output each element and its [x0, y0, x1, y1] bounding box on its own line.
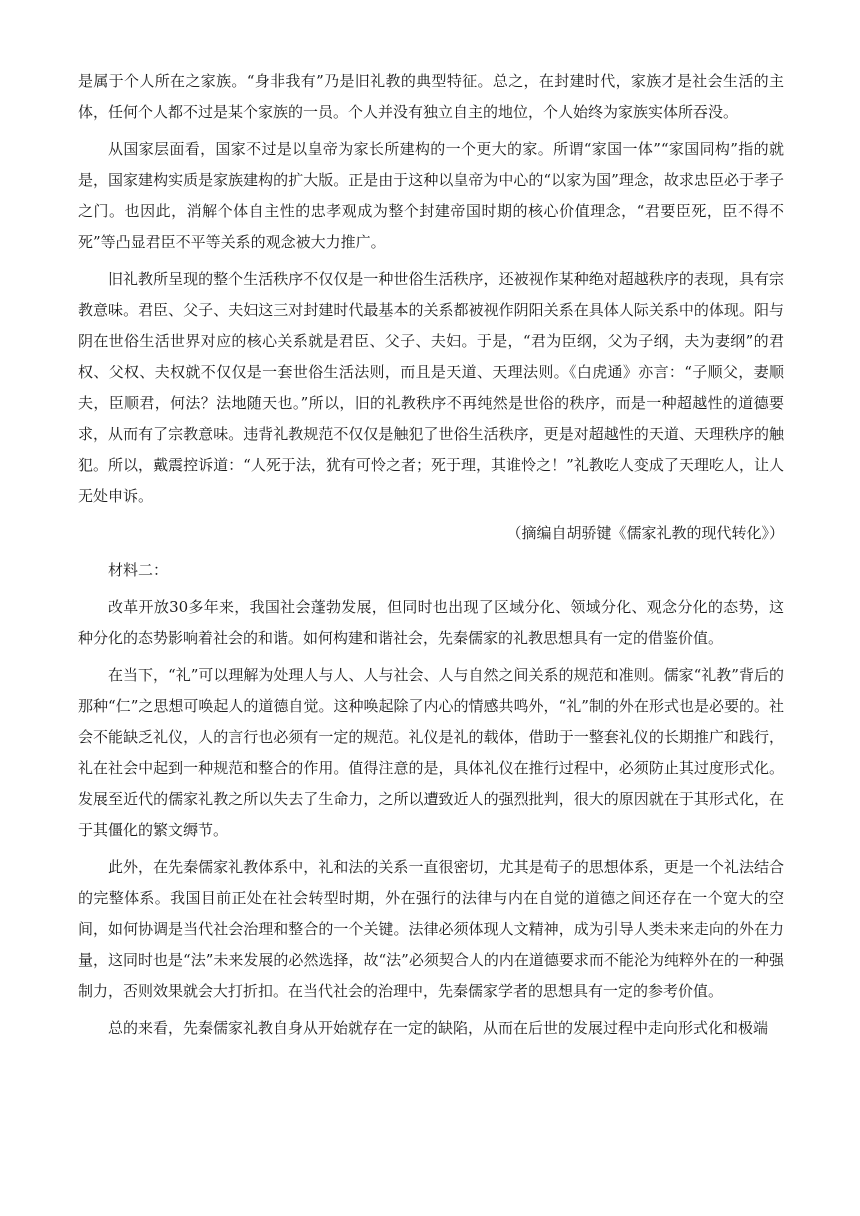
paragraph-7: 总的来看，先秦儒家礼教自身从开始就存在一定的缺陷，从而在后世的发展过程中走向形式化和极端 [108, 1019, 769, 1037]
paragraph-6: 此外，在先秦儒家礼教体系中，礼和法的关系一直很密切，尤其是荀子的思想体系，更是一个礼法结合的完整体系。我国目前正处在社会转型时期，外在强行的法律与内在自觉的道德之间还存在一个宽大的空间，如何协调是当代社会治理和整合的一个关键。法律必须体现人文精神，成为引导人类未来走向的外在力量，这同时也是“法”未来发展的必然选择，故“法”必须契合人的内在道德要求而不能沦为纯粹外在的一种强制力，否则效果就会大打折扣。在当代社会的治理中，先秦儒家学者的思想具有一定的参考价值。 [78, 858, 784, 1000]
paragraph-4: 改革开放30多年来，我国社会蓬勃发展，但同时也出现了区域分化、领域分化、观念分化的态势，这种分化的态势影响着社会的和谐。如何构建和谐社会，先秦儒家的礼教思想具有一定的借鉴价值。 [78, 598, 784, 647]
source-citation: （摘编自胡骄键《儒家礼教的现代转化》） [506, 524, 784, 542]
paragraph-2: 从国家层面看，国家不过是以皇帝为家长所建构的一个更大的家。所谓“家国一体”“家国同构”指的就是，国家建构实质是家族建构的扩大版。正是由于这种以皇帝为中心的“以家为国”理念，故求忠臣必于孝子之门。也因此，消解个体自主性的忠孝观成为整个封建帝国时期的核心价值理念，“君要臣死，臣不得不死”等凸显君臣不平等关系的观念被大力推广。 [78, 140, 784, 251]
paragraph-5: 在当下，“礼”可以理解为处理人与人、人与社会、人与自然之间关系的规范和准则。儒家“礼教”背后的那种“仁”之思想可唤起人的道德自觉。这种唤起除了内心的情感共鸣外，“礼”制的外在形式也是必要的。社会不能缺乏礼仪，人的言行也必须有一定的规范。礼仪是礼的载体，借助于一整套礼仪的长期推广和践行，礼在社会中起到一种规范和整合的作用。值得注意的是，具体礼仪在推行过程中，必须防止其过度形式化。发展至近代的儒家礼教之所以失去了生命力，之所以遭致近人的强烈批判，很大的原因就在于其形式化，在于其僵化的繁文缛节。 [78, 666, 784, 839]
paragraph-1: 是属于个人所在之家族。“身非我有”乃是旧礼教的典型特征。总之，在封建时代，家族才是社会生活的主体，任何个人都不过是某个家族的一员。个人并没有独立自主的地位，个人始终为家族实体所吞没。 [78, 72, 784, 121]
document-page [78, 66, 784, 1050]
paragraph-3: 旧礼教所呈现的整个生活秩序不仅仅是一种世俗生活秩序，还被视作某种绝对超越秩序的表现，具有宗教意味。君臣、父子、夫妇这三对封建时代最基本的关系都被视作阴阳关系在具体人际关系中的体现。阳与阴在世俗生活世界对应的核心关系就是君臣、父子、夫妇。于是，“君为臣纲，父为子纲，夫为妻纲”的君权、父权、夫权就不仅仅是一套世俗生活法则，而且是天道、天理法则。《白虎通》亦言：“子顺父，妻顺夫，臣顺君，何法？法地随天也。”所以，旧的礼教秩序不再纯然是世俗的秩序，而是一种超越性的道德要求，从而有了宗教意味。违背礼教规范不仅仅是触犯了世俗生活秩序，更是对超越性的天道、天理秩序的触犯。所以，戴震控诉道：“人死于法，犹有可怜之者；死于理，其谁怜之！”礼教吃人变成了天理吃人，让人无处申诉。 [78, 270, 784, 505]
material-two-label: 材料二： [108, 561, 169, 579]
